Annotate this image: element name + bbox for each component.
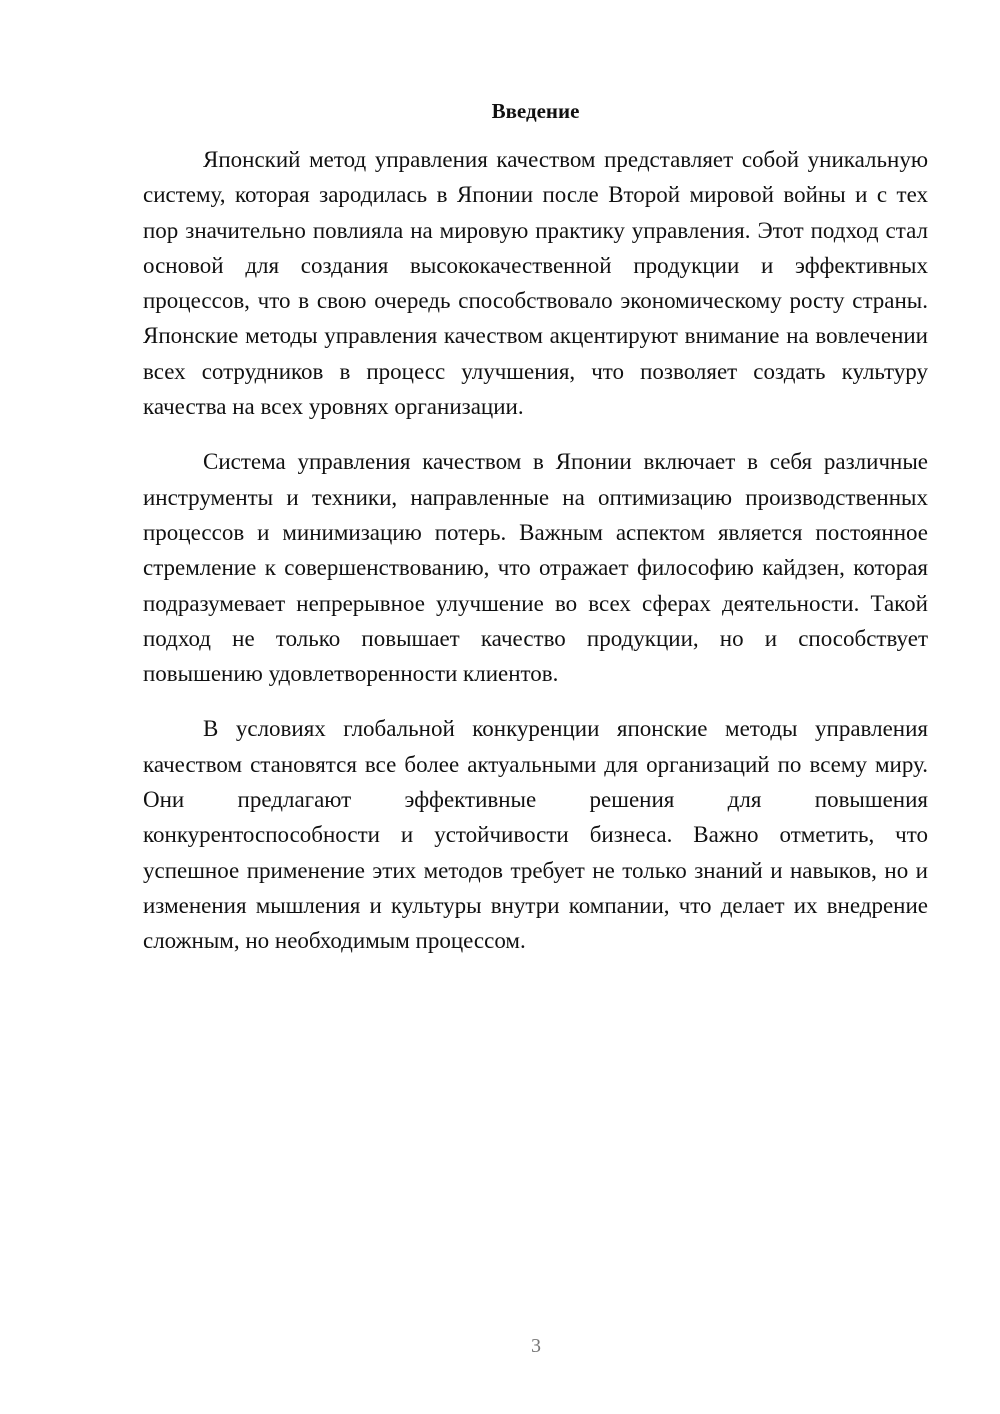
paragraph-2: Система управления качеством в Японии включает в себя различные инструменты и техники, направленные на оптимизацию производственных процессов и минимизацию потерь. Важным аспектом является постоянное стремление к совершенствованию, что отражает философию кайдзен, которая подразумевает непрерывное улучшение во всех сферах деятельности. Такой подход не только повышает качество продукции, но и способствует повышению удовлетворенности клиентов. bbox=[143, 449, 928, 687]
page-number: 3 bbox=[531, 1335, 541, 1357]
paragraph-3: В условиях глобальной конкуренции японские методы управления качеством становятся все более актуальными для организаций по всему миру. Они предлагают эффективные решения для повышения конкурентоспособности и устойчивости бизнеса. Важно отметить, что успешное применение этих методов требует не только знаний и навыков, но и изменения мышления и культуры внутри компании, что делает их внедрение сложным, но необходимым процессом. bbox=[143, 716, 928, 954]
section-title: Введение bbox=[491, 99, 580, 123]
body-text bbox=[143, 142, 928, 979]
paragraph-1: Японский метод управления качеством представляет собой уникальную систему, которая зародилась в Японии после Второй мировой войны и с тех пор значительно повлияла на мировую практику управления. Этот подход стал основой для создания высококачественной продукции и эффективных процессов, что в свою очередь способствовало экономическому росту страны. Японские методы управления качеством акцентируют внимание на вовлечении всех сотрудников в процесс улучшения, что позволяет создать культуру качества на всех уровнях организации. bbox=[143, 147, 928, 420]
